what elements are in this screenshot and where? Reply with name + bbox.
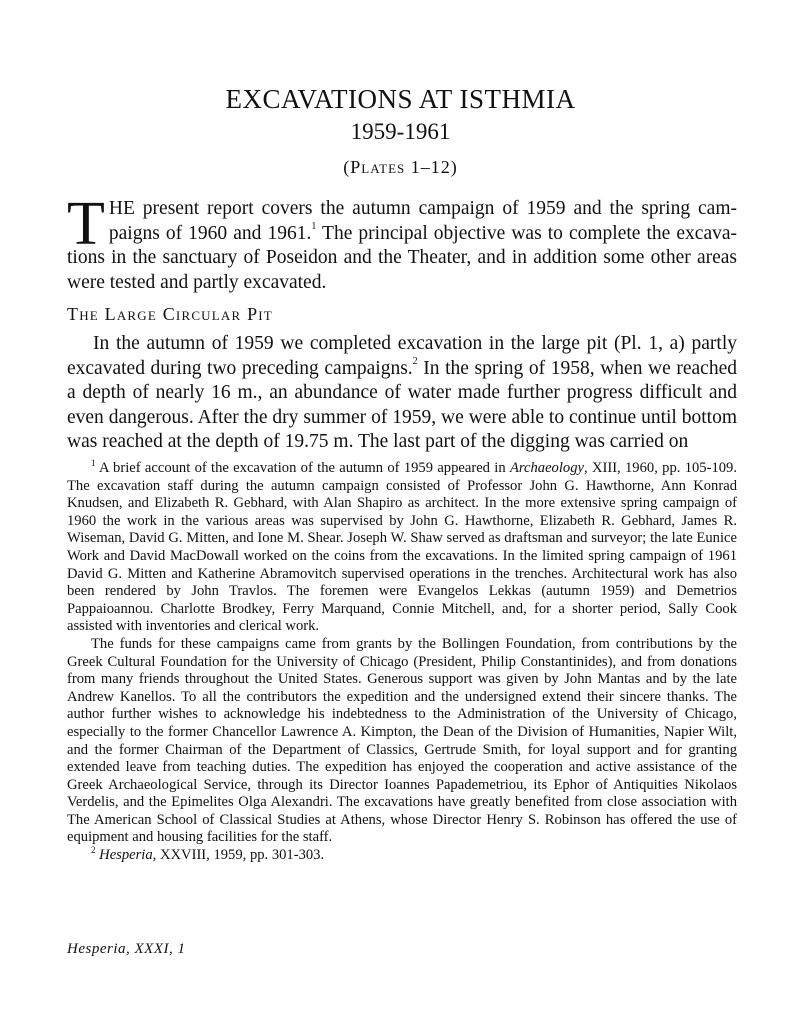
footnote-2-journal: Hesperia [99, 847, 153, 864]
intro-text-a: HE present report covers the autumn campaign of 1959 and the spring cam- paigns of 1960 and 1961. [108, 198, 737, 244]
plates-reference: (Plates 1–12) [343, 157, 458, 177]
footnote-ref-2[interactable]: 2 [412, 356, 418, 368]
section-paragraph [67, 332, 737, 455]
section-text-a: In the autumn of 1959 we completed excavation in the large pit (Pl. 1, a) partly excavated during two preceding campaigns. [67, 333, 737, 379]
footnote-1-journal: Archaeology [509, 460, 584, 476]
article-years: 1959-1961 [350, 119, 451, 144]
footnote-2-text: , XXVIII, 1959, pp. 301-303. [152, 847, 325, 864]
footnote-1-text-b: , XIII, 1960, pp. 105-109. The excavation staff during the autumn campaign consisted of Professor John G. Hawthorne, Ann Konrad Knudsen, and Elizabeth R. Gebhard, with Alan Shapiro as architect. In the more extensive spring campaign of 1960 the work in the various areas was supervised by John G. Hawthorne, Elizabeth R. Gebhard, James R. Wiseman, David G. Mitten, and Ione M. Shear. Joseph W. Shaw served as draftsman and surveyor; the late Eunice Work and David MacDowall worked on the coins from the excavations. In the limited spring campaign of 1961 David G. Mitten and Katherine Abramovitch supervised operations in the trenches. Architectural work has also been rendered by John Travlos. The foremen were Evangelos Lekkas (autumn 1959) and Demetrios Pappaioannou. Charlotte Brodkey, Ferry Marquand, Connie Mitchell, and, for a shorter period, Sally Cook assisted with inventories and clerical work. [67, 460, 737, 635]
footnotes [67, 460, 737, 865]
section-text-b: In the spring of 1958, when we reached a depth of nearly 16 m., an abundance of water made further progress difficult and even dangerous. After the dry summer of 1959, we were able to continue until bottom was reached at the depth of 19.75 m. The last part of the digging was carried on [67, 357, 737, 453]
page-footer-citation: Hesperia, XXXI, 1 [67, 941, 186, 957]
footnote-2-number: 2 [91, 845, 96, 856]
section-heading: The Large Circular Pit [67, 304, 273, 324]
footnote-1-text-a: A brief account of the excavation of the autumn of 1959 appeared in [95, 460, 510, 476]
footnote-2 [67, 847, 737, 865]
article-title: EXCAVATIONS AT ISTHMIA [225, 84, 576, 114]
footnote-1-number: 1 [91, 458, 96, 469]
intro-text-b: The principal objective was to complete the excava- tions in the sanctuary of Poseidon and the Theater, and in addition some other areas were tested and partly excavated. [67, 222, 737, 293]
footnote-1-continued: The funds for these campaigns came from grants by the Bollingen Foundation, from contributions by the Greek Cultural Foundation for the University of Chicago (President, Philip Constantinides), and from donations from many friends throughout the United States. Generous support was given by John Mantas and by the late Andrew Kanellos. To all the contributors the expedition and the undersigned extend their sincere thanks. The author further wishes to acknowledge his indebtedness to the Administration of the University of Chicago, especially to the former Chancellor Lawrence A. Kimpton, the Dean of the Division of Humanities, Napier Wilt, and the former Chairman of the Department of Classics, Gertrude Smith, for loyal support and for granting extended leave from teaching duties. The expedition has enjoyed the cooperation and active assistance of the Greek Archaeological Service, through its Director Ioannes Papademetriou, its Ephor of Antiquities Nikolaos Verdelis, and the Epimelites Olga Alexandri. The excavations have greatly benefited from close association with The American School of Classical Studies at Athens, whose Director Henry S. Robinson has offered the use of equipment and housing facilities for the staff. [67, 635, 737, 846]
footnote-1 [67, 460, 737, 636]
drop-cap: T [67, 190, 105, 258]
intro-paragraph [67, 190, 737, 295]
footnote-ref-1[interactable]: 1 [311, 221, 317, 232]
